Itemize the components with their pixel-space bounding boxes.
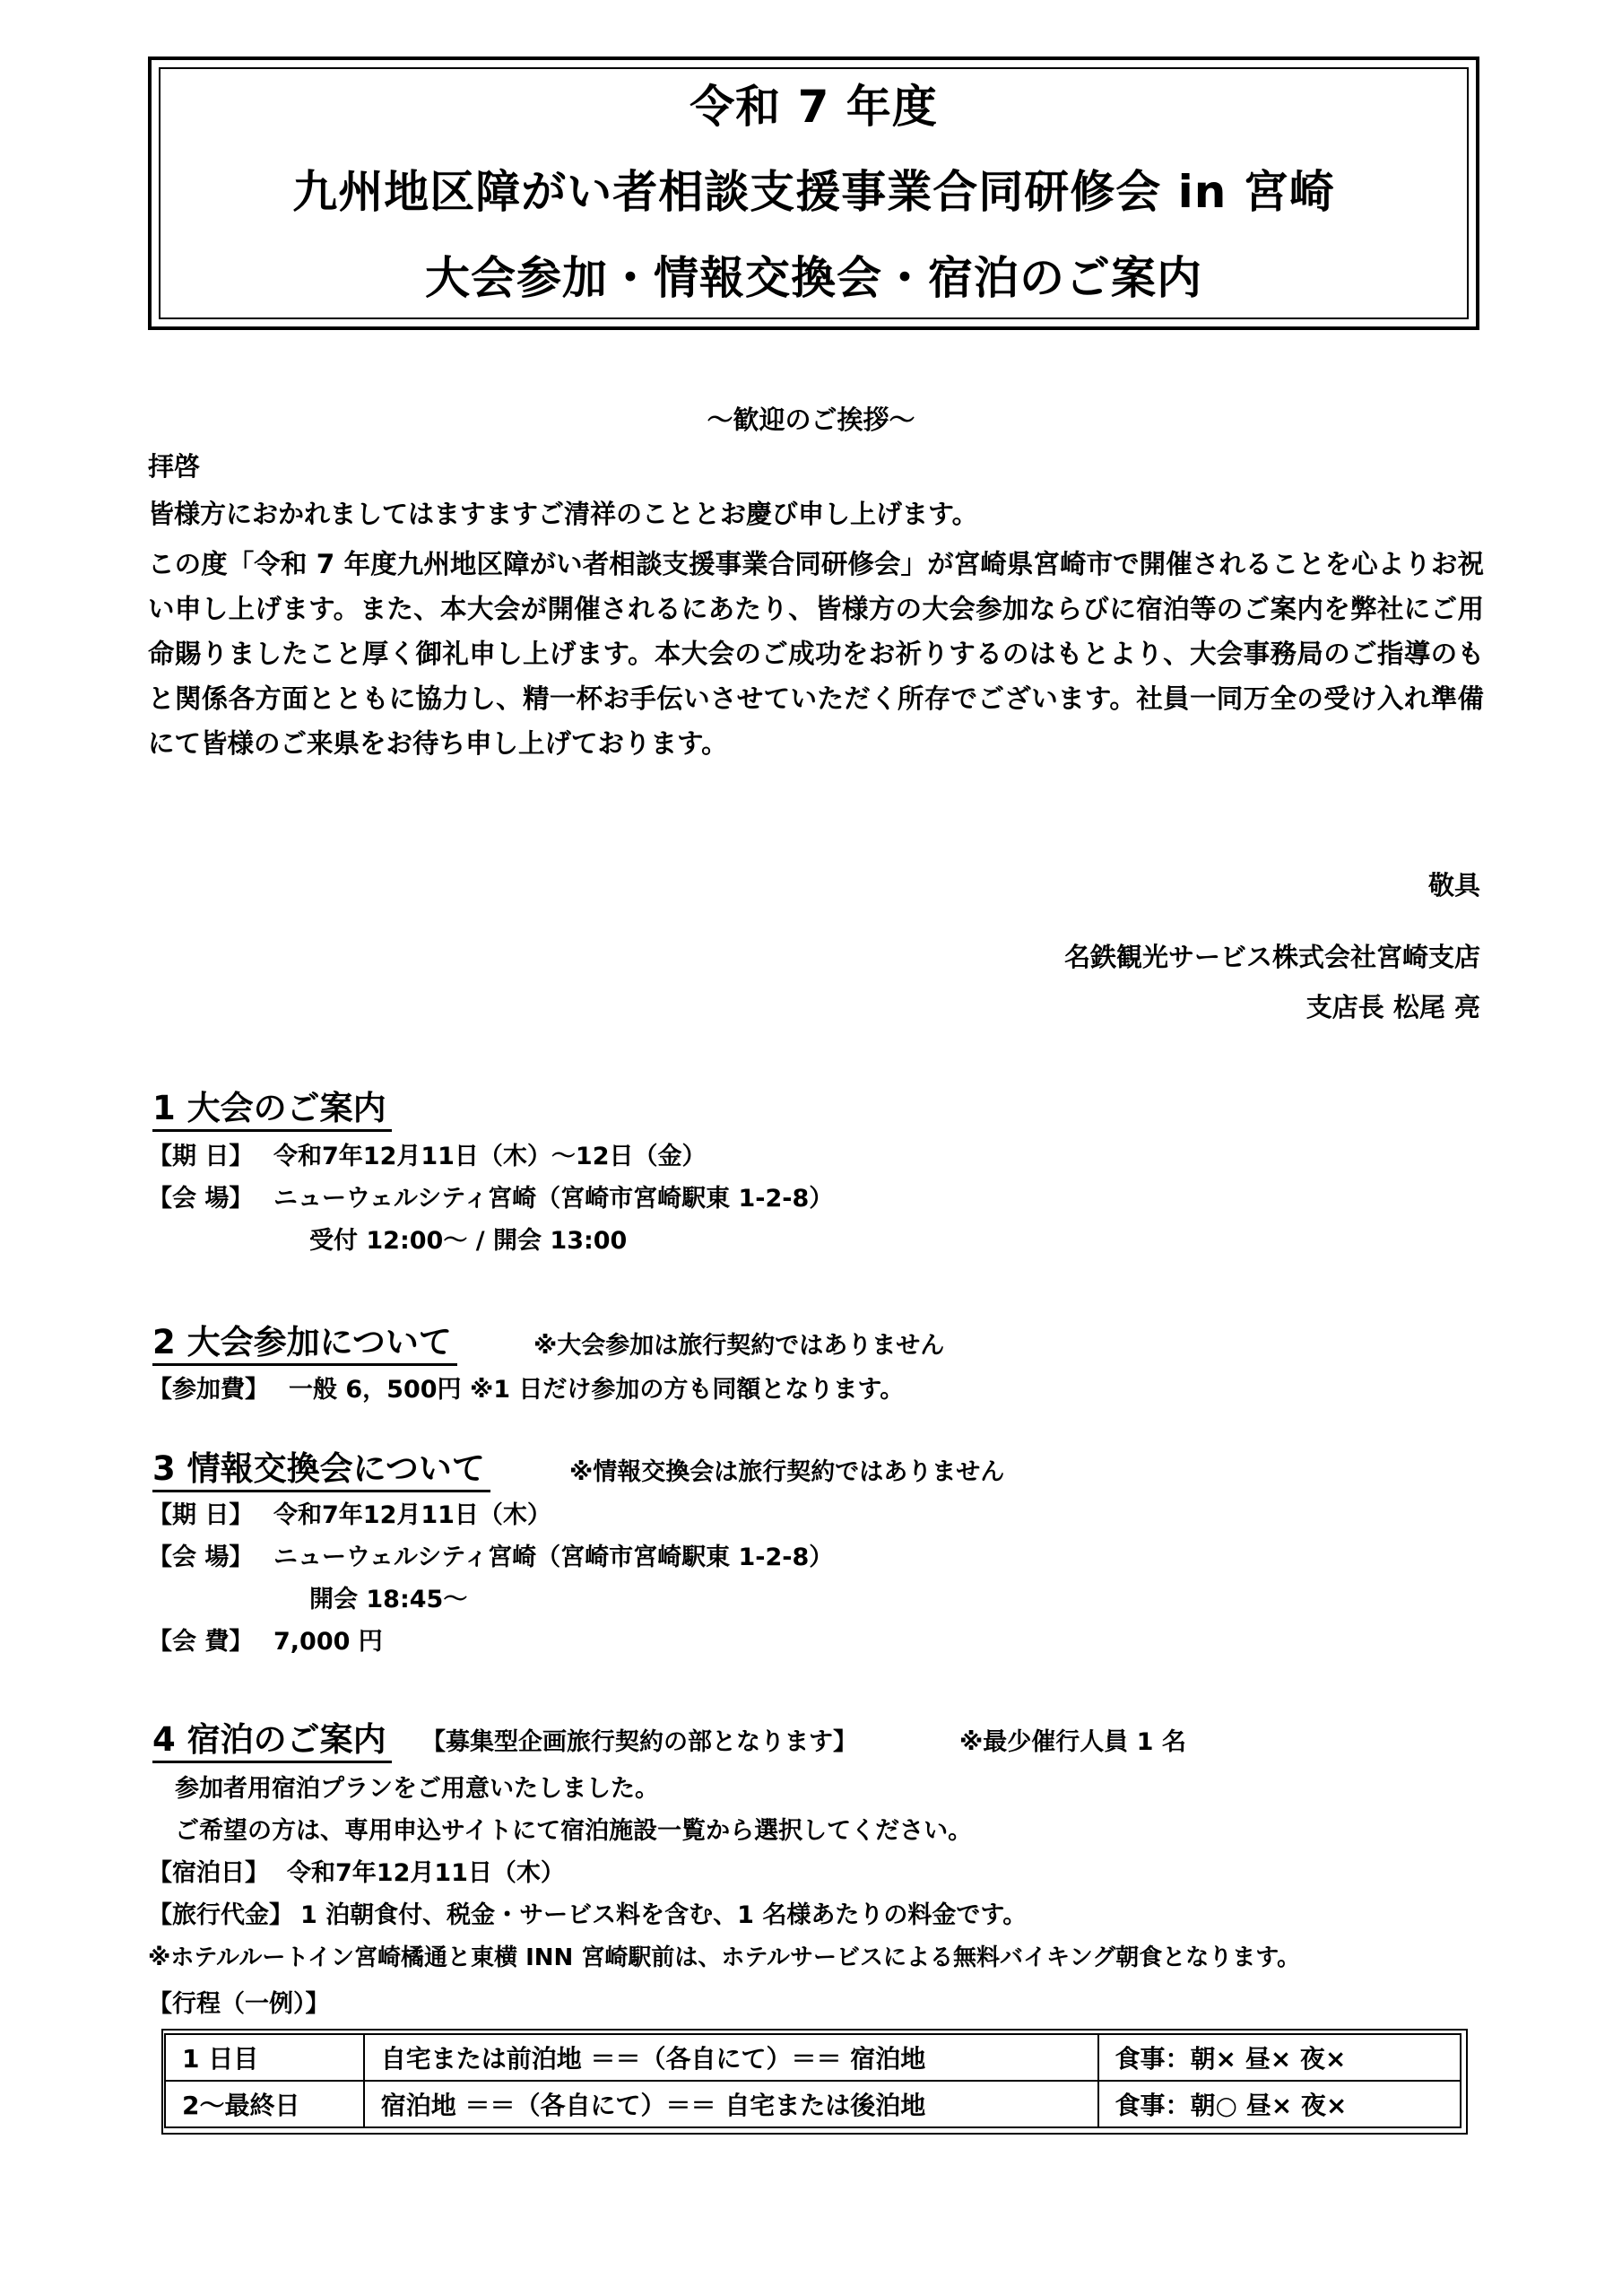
section4-price-label: 【旅行代金】: [148, 1901, 293, 1929]
company-name: 名鉄観光サービス株式会社宮崎支店: [1063, 942, 1480, 972]
section3-note: ※情報交換会は旅行契約ではありません: [569, 1458, 1005, 1486]
section2-note: ※大会参加は旅行契約ではありません: [533, 1332, 945, 1360]
table-row: [165, 2081, 1461, 2127]
section3-date-value: 令和7年12月11日（木）: [273, 1501, 551, 1529]
section4-price-value: 1 泊朝食付、税金・サービス料を含む、1 名様あたりの料金です。: [300, 1901, 1028, 1929]
section4-hotel-note: ※ホテルルートイン宮崎橘通と東横 INN 宮崎駅前は、ホテルサービスによる無料バイキング朝食となります。: [148, 1944, 1301, 1971]
section1-date-value: 令和7年12月11日（木）～12日（金）: [273, 1143, 707, 1170]
section2-fee-label: 【参加費】: [148, 1376, 269, 1404]
greeting-opening: 拝啓: [148, 451, 201, 482]
section4-line2: ご希望の方は、専用申込サイトにて宿泊施設一覧から選択してください。: [175, 1817, 973, 1845]
itinerary-table: [164, 2033, 1462, 2128]
title-subject: 大会参加・情報交換会・宿泊のご案内: [425, 252, 1202, 304]
itinerary-day: 1 日目: [165, 2034, 364, 2081]
section3-heading: 3 情報交換会について: [152, 1448, 490, 1492]
section2-fee-value: 一般 6，500円 ※1 日だけ参加の方も同額となります。: [289, 1376, 905, 1404]
section4-line1: 参加者用宿泊プランをご用意いたしました。: [175, 1775, 659, 1803]
itinerary-route: 宿泊地 ＝＝（各自にて）＝＝ 自宅または後泊地: [364, 2081, 1098, 2127]
section1-time: 受付 12:00～ / 開会 13:00: [309, 1227, 628, 1255]
section3-venue-label: 【会 場】: [148, 1544, 254, 1571]
section1-date-label: 【期 日】: [148, 1143, 254, 1170]
section1-venue-value: ニューウェルシティ宮崎（宮崎市宮崎駅東 1-2-8）: [273, 1185, 834, 1213]
title-event: 九州地区障がい者相談支援事業合同研修会 in 宮崎: [292, 166, 1335, 218]
section4-stay-value: 令和7年12月11日（木）: [287, 1859, 565, 1887]
itinerary-meals: 食事：朝○ 昼× 夜×: [1098, 2081, 1461, 2127]
section3-date-label: 【期 日】: [148, 1501, 254, 1529]
greeting-heading: ～歓迎のご挨拶～: [707, 404, 915, 435]
section3-venue-value: ニューウェルシティ宮崎（宮崎市宮崎駅東 1-2-8）: [273, 1544, 834, 1571]
greeting-paragraph: この度「令和 7 年度九州地区障がい者相談支援事業合同研修会」が宮崎県宮崎市で開催されることを心よりお祝い申し上げます。また、本大会が開催されるにあたり、皆様方の大会参加ならびに宿泊等のご案内を弊社にご用命賜りましたこと厚く御礼申し上げます。本大会のご成功をお祈りするのはもとより、大会事務局のご指導のもと関係各方面とともに協力し、精一杯お手伝いさせていただく所存でございます。社員一同万全の受け入れ準備にて皆様のご来県をお待ち申し上げております。: [148, 549, 1484, 759]
title-box: [148, 57, 1479, 330]
greeting-line1: 皆様方におかれましてはますますご清祥のこととお慶び申し上げます。: [148, 499, 978, 529]
signatory: 支店長 松尾 亮: [1305, 992, 1480, 1022]
itinerary-meals: 食事：朝× 昼× 夜×: [1098, 2034, 1461, 2081]
section4-heading: 4 宿泊のご案内: [152, 1719, 392, 1763]
title-year: 令和 7 年度: [690, 81, 938, 133]
itinerary-label: 【行程（一例）】: [148, 1990, 330, 2018]
itinerary-route: 自宅または前泊地 ＝＝（各自にて）＝＝ 宿泊地: [364, 2034, 1098, 2081]
section3-time: 開会 18:45～: [309, 1586, 468, 1613]
section4-contract: 【募集型企画旅行契約の部となります】: [421, 1728, 857, 1756]
section3-fee-value: 7,000 円: [273, 1628, 383, 1656]
section3-fee-label: 【会 費】: [148, 1628, 254, 1656]
section4-min-people: ※最少催行人員 1 名: [959, 1728, 1186, 1756]
greeting-closing: 敬具: [1427, 870, 1480, 900]
table-row: [165, 2034, 1461, 2081]
section4-stay-label: 【宿泊日】: [148, 1859, 269, 1887]
section1-heading: 1 大会のご案内: [152, 1088, 392, 1132]
section1-venue-label: 【会 場】: [148, 1185, 254, 1213]
section2-heading: 2 大会参加について: [152, 1322, 457, 1366]
itinerary-day: 2～最終日: [165, 2081, 364, 2127]
